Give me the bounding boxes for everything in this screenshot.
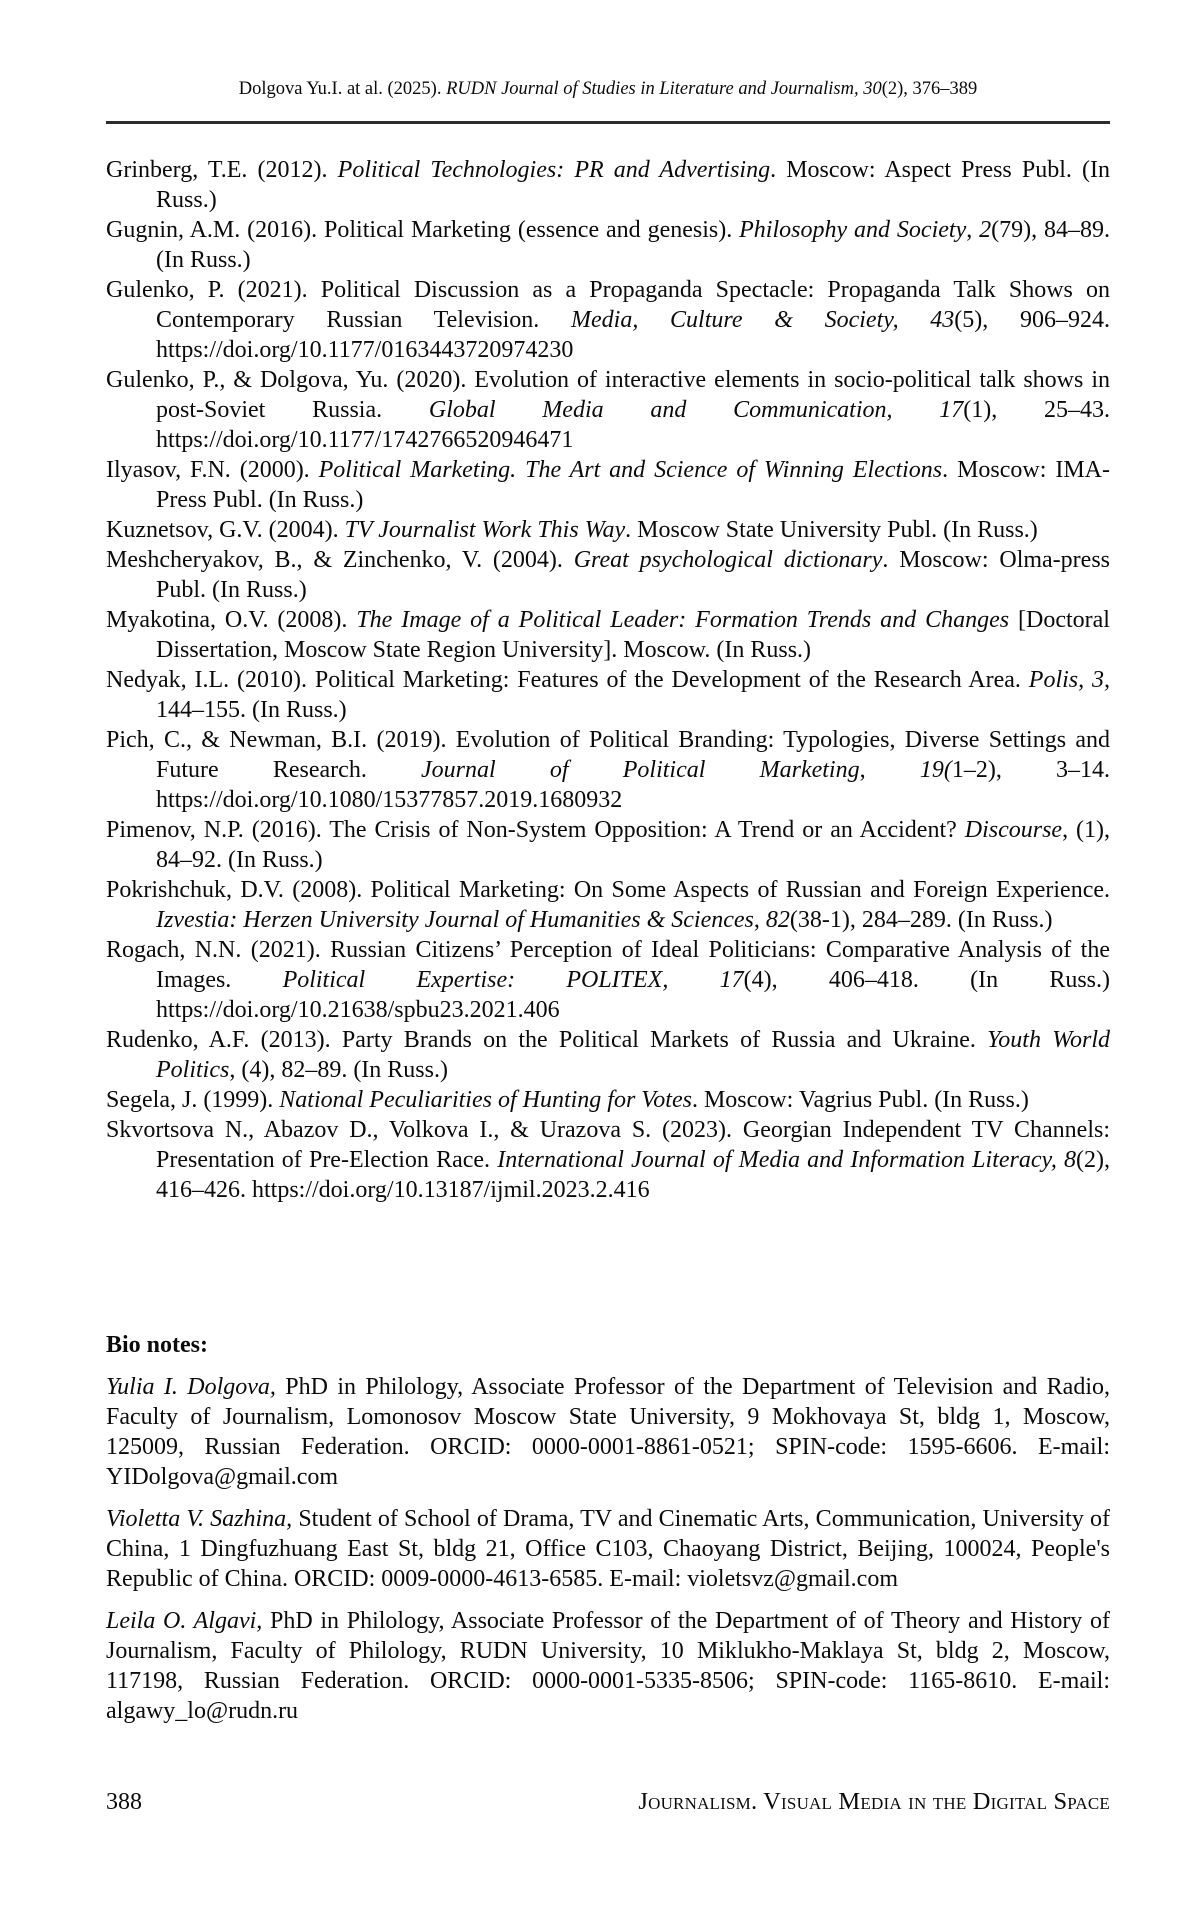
reference-entry: Myakotina, O.V. (2008). The Image of a Political Leader: Formation Trends and Changes [Doctoral Dissertation, Moscow State Region University]. Moscow. (In Russ.) (106, 607, 1110, 663)
reference-entry: Pimenov, N.P. (2016). The Crisis of Non-System Opposition: A Trend or an Accident? Discourse, (1), 84–92. (In Russ.) (106, 817, 1111, 873)
reference-entry: Pich, C., & Newman, B.I. (2019). Evolution of Political Branding: Typologies, Diverse Settings and Future Research. Journal of Political Marketing, 19(1–2), 3–14. https://doi.org/10.1080/15377857.2019.1680932 (106, 727, 1111, 813)
references-list (106, 155, 1110, 1205)
reference-entry: Grinberg, T.E. (2012). Political Technologies: PR and Advertising. Moscow: Aspect Press Publ. (In Russ.) (106, 157, 1111, 213)
page-footer (106, 1788, 1110, 1816)
reference-entry: Pokrishchuk, D.V. (2008). Political Marketing: On Some Aspects of Russian and Foreign Experience. Izvestia: Herzen University Journal of Humanities & Sciences, 82(38-1), 284–289. (In Russ.) (106, 877, 1110, 933)
reference-entry: Gugnin, A.M. (2016). Political Marketing (essence and genesis). Philosophy and Society, 2(79), 84–89. (In Russ.) (106, 217, 1111, 273)
bio-notes-heading: Bio notes: (106, 1332, 208, 1358)
bio-note-entry: Violetta V. Sazhina, Student of School of Drama, TV and Cinematic Arts, Communication, University of China, 1 Dingfuzhuang East St, bldg 21, Office C103, Chaoyang District, Beijing, 100024, People's Republic of China. ORCID: 0009-0000-4613-6585. E-mail: violetsvz@gmail.com (106, 1506, 1111, 1592)
header-rule (106, 121, 1110, 124)
reference-entry: Ilyasov, F.N. (2000). Political Marketing. The Art and Science of Winning Elections. Moscow: IMA-Press Publ. (In Russ.) (106, 457, 1110, 513)
reference-entry: Gulenko, P. (2021). Political Discussion as a Propaganda Spectacle: Propaganda Talk Shows on Contemporary Russian Television. Media, Culture & Society, 43(5), 906–924. https://doi.org/10.1177/0163443720974230 (106, 277, 1111, 363)
running-head: Dolgova Yu.I. at al. (2025). RUDN Journal of Studies in Literature and Journalism, 30(2), 376–389 (238, 79, 978, 99)
reference-entry: Gulenko, P., & Dolgova, Yu. (2020). Evolution of interactive elements in socio-political talk shows in post-Soviet Russia. Global Media and Communication, 17(1), 25–43. https://doi.org/10.1177/1742766520946471 (106, 367, 1110, 453)
bio-note-entry: Leila O. Algavi, PhD in Philology, Associate Professor of the Department of of Theory and History of Journalism, Faculty of Philology, RUDN University, 10 Miklukho-Maklaya St, bldg 2, Moscow, 117198, Russian Federation. ORCID: 0000-0001-5335-8506; SPIN-code: 1165-8610. E-mail: algawy_lo@rudn.ru (106, 1608, 1111, 1724)
running-footer-section-title: Journalism. Visual Media in the Digital Space (638, 1788, 1110, 1815)
reference-entry: Meshcheryakov, B., & Zinchenko, V. (2004). Great psychological dictionary. Moscow: Olma-press Publ. (In Russ.) (106, 547, 1111, 603)
reference-entry: Kuznetsov, G.V. (2004). TV Journalist Work This Way. Moscow State University Publ. (In Russ.) (106, 517, 1038, 543)
reference-entry: Rudenko, A.F. (2013). Party Brands on the Political Markets of Russia and Ukraine. Youth World Politics, (4), 82–89. (In Russ.) (106, 1027, 1111, 1083)
page-number: 388 (106, 1789, 142, 1815)
reference-entry: Segela, J. (1999). National Peculiarities of Hunting for Votes. Moscow: Vagrius Publ. (In Russ.) (106, 1087, 1029, 1113)
bio-notes-section (106, 1330, 1110, 1726)
bio-notes-list (106, 1372, 1110, 1726)
reference-entry: Skvortsova N., Abazov D., Volkova I., & Urazova S. (2023). Georgian Independent TV Channels: Presentation of Pre-Election Race. International Journal of Media and Information Literacy, 8(2), 416–426. https://doi.org/10.13187/ijmil.2023.2.416 (106, 1117, 1110, 1203)
bio-note-entry: Yulia I. Dolgova, PhD in Philology, Associate Professor of the Department of Television and Radio, Faculty of Journalism, Lomonosov Moscow State University, 9 Mokhovaya St, bldg 1, Moscow, 125009, Russian Federation. ORCID: 0000-0001-8861-0521; SPIN-code: 1595-6606. E-mail: YIDolgova@gmail.com (106, 1374, 1111, 1490)
reference-entry: Nedyak, I.L. (2010). Political Marketing: Features of the Development of the Research Area. Polis, 3, 144–155. (In Russ.) (106, 667, 1110, 723)
reference-entry: Rogach, N.N. (2021). Russian Citizens’ Perception of Ideal Politicians: Comparative Analysis of the Images. Political Expertise: POLITEX, 17(4), 406–418. (In Russ.) https://doi.org/10.21638/spbu23.2021.406 (106, 937, 1110, 1023)
